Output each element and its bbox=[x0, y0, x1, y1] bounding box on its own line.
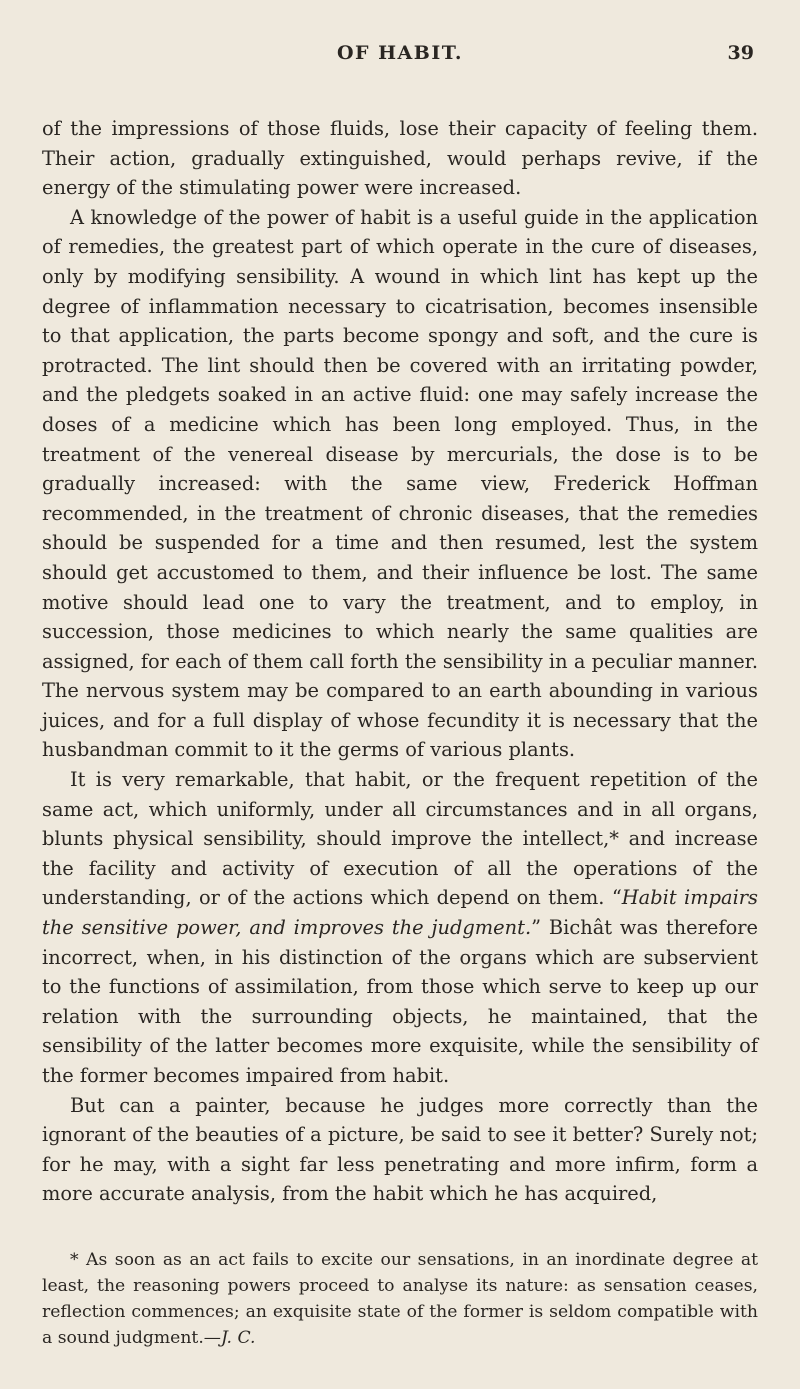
paragraph-painter: But can a painter, because he judges more correctly than the ignorant of the beauties of a picture, be said to see it better? Surely not; for he may, with a sight far less penetrating and more infirm, form a more accurate analysis, from the habit which he has acquired, bbox=[42, 1093, 758, 1206]
running-title: OF HABIT. bbox=[336, 42, 464, 64]
footnote-signature: J. C. bbox=[220, 1327, 256, 1348]
running-head bbox=[42, 38, 758, 78]
paragraph-intellect-text-before: It is very remarkable, that habit, or the frequent repetition of the same act, which uniformly, under all circumstances and in all organs, blunts physical sensibility, should improve the intellect,* and increase the facility and activity of execution of all the operations of the understanding, or of the actions which depend on them. “ bbox=[42, 768, 758, 910]
footnote bbox=[42, 1247, 758, 1351]
page-number: 39 bbox=[727, 42, 754, 64]
footnote-text: * As soon as an act fails to excite our sensations, in an inordinate degree at least, the reasoning powers proceed to analyse its nature: as sensation ceases, reflection commences; an exquisite state of the former is seldom compatible with a sound judgment.— bbox=[42, 1249, 758, 1348]
paragraph-intellect bbox=[42, 765, 758, 1091]
paragraph-continued: of the impressions of those fluids, lose their capacity of feeling them. Their action, gradually extinguished, would perhaps revive, if the energy of the stimulating power were increased. bbox=[42, 117, 758, 200]
paragraph-intellect-text-after: ” Bichât was therefore incorrect, when, in his distinction of the organs which are subservient to the functions of assimilation, from those which serve to keep up our relation with the surrounding objects, he maintained, that the sensibility of the latter becomes more exquisite, while the sensibility of the former becomes impaired from habit. bbox=[42, 916, 758, 1087]
italic-quotation: Habit impairs the sensitive power, and improves the judgment. bbox=[42, 886, 759, 940]
paragraph-remedies: A knowledge of the power of habit is a useful guide in the application of remedies, the greatest part of which operate in the cure of diseases, only by modifying sensibility. A wound in which lint has kept up the degree of inflammation necessary to cicatrisation, becomes insensible to that application, the parts become spongy and soft, and the cure is protracted. The lint should then be covered with an irritating powder, and the pledgets soaked in an active fluid: one may safely increase the doses of a medicine which has been long employed. Thus, in the treatment of the venereal disease by mercurials, the dose is to be gradually increased: with the same view, Frederick Hoffman recommended, in the treatment of chronic diseases, that the remedies should be suspended for a time and then resumed, lest the system should get accustomed to them, and their influence be lost. The same motive should lead one to vary the treatment, and to employ, in succession, those medicines to which nearly the same qualities are assigned, for each of them call forth the sensibility in a peculiar manner. The nervous system may be compared to an earth abounding in various juices, and for a full display of whose fecundity it is necessary that the husbandman commit to it the germs of various plants. bbox=[42, 205, 758, 762]
body-text bbox=[42, 114, 758, 1209]
